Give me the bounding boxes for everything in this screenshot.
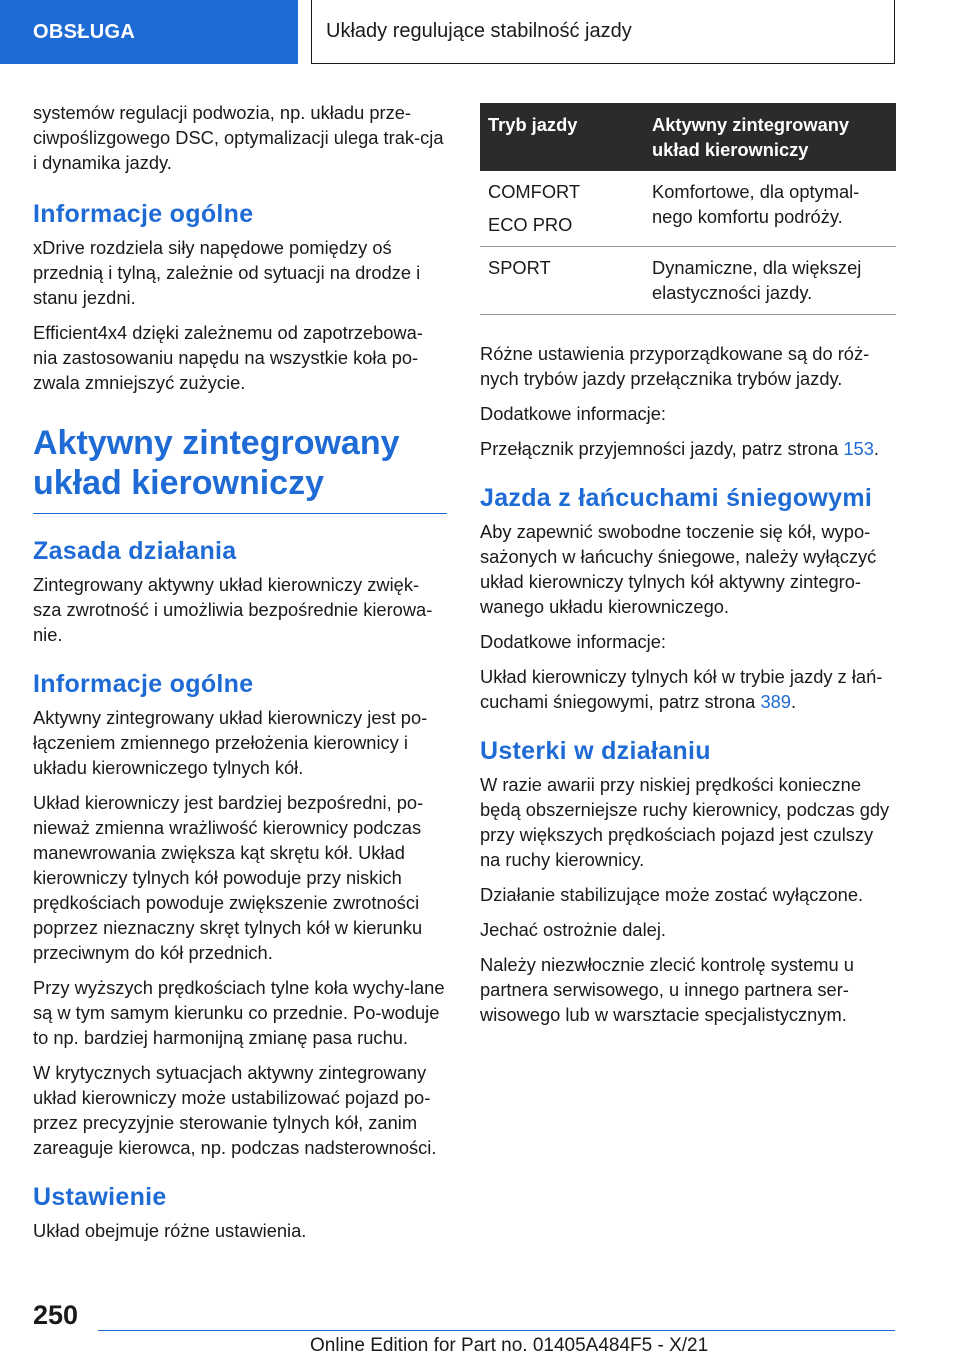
heading-snow-chains: Jazda z łańcuchami śniegowymi: [480, 484, 873, 512]
chains-reference-text: Układ kierowniczy tylnych kół w trybie jazdy z łań-cuchami śniegowymi, patrz strona: [480, 666, 883, 712]
heading-principle: Zasada działania: [33, 537, 237, 565]
setting-paragraph: Układ obejmuje różne ustawienia.: [33, 1220, 307, 1241]
main-heading: Aktywny zintegrowany układ kierowniczy: [33, 424, 400, 502]
snow-chains-paragraph: Aby zapewnić swobodne toczenie się kół, wypo-sażonych w łańcuchy śniegowe, należy wyłączyć układ kierowniczy tylnych kół aktywny zintegro-wanego układu kierowniczego.: [480, 521, 877, 617]
efficient-paragraph: Efficient4x4 dzięki zależnemu od zapotrzebowa-nia zastosowaniu napędu na wszystkie koła po-zwala zmniejszyć zużycie.: [33, 322, 423, 393]
malfunction-paragraph-d: Należy niezwłocznie zlecić kontrolę systemu u partnera serwisowego, u innego partnera ser-wisowego lub w warsztacie specjalistycznym.: [480, 954, 854, 1025]
info-paragraph-c: Przy wyższych prędkościach tylne koła wychy-lane są w tym samym kierunku co przednie. Po-woduje to np. bardziej harmonijną zmianę pasa ruchu.: [33, 977, 445, 1048]
heading-rule: [33, 513, 447, 514]
right-column: [480, 100, 896, 1037]
footer-edition: Online Edition for Part no. 01405A484F5 - X/21: [310, 1335, 709, 1356]
info-paragraph-d: W krytycznych sytuacjach aktywny zintegrowany układ kierowniczy może ustabilizować pojazd po-przez precyzyjnie sterowanie tylnych kół, zanim zareaguje kierowca, np. podczas nadsterowności.: [33, 1062, 437, 1158]
heading-general-info-1: Informacje ogólne: [33, 200, 254, 228]
page-number: 250: [33, 1300, 79, 1330]
table-row: [480, 171, 896, 247]
principle-paragraph: Zintegrowany aktywny układ kierowniczy zwięk-sza zwrotność i umożliwia bezpośrednie kierowa-nie.: [33, 574, 433, 645]
xdrive-paragraph: xDrive rozdziela siły napędowe pomiędzy oś przednią i tylną, zależnie od sytuacji na drodze i stanu jezdni.: [33, 237, 421, 308]
page-link-389[interactable]: 389: [760, 691, 791, 712]
intro-paragraph: systemów regulacji podwozia, np. układu prze-ciwpoślizgowego DSC, optymalizacji ulega trak-cja i dynamika jazdy.: [33, 102, 444, 173]
mode-label: ECO PRO: [488, 214, 573, 235]
heading-general-info-2: Informacje ogólne: [33, 670, 254, 698]
table-header-mode: Tryb jazdy: [480, 103, 644, 171]
table-header-row: [480, 103, 896, 171]
heading-setting: Ustawienie: [33, 1183, 167, 1211]
malfunction-paragraph-c: Jechać ostrożnie dalej.: [480, 919, 666, 940]
footer-rule: [98, 1330, 895, 1331]
switch-reference-paragraph: Przełącznik przyjemności jazdy, patrz strona 153.: [480, 438, 879, 459]
table-cell-mode: [480, 247, 644, 315]
section-tab: OBSŁUGA: [0, 0, 298, 64]
left-column: [33, 100, 447, 1253]
switch-reference-text: Przełącznik przyjemności jazdy, patrz strona: [480, 438, 844, 459]
page-link-153[interactable]: 153: [843, 438, 874, 459]
chapter-title: Układy regulujące stabilność jazdy: [311, 0, 895, 64]
settings-paragraph: Różne ustawienia przyporządkowane są do róż-nych trybów jazdy przełącznika trybów jazdy.: [480, 343, 870, 389]
heading-malfunction: Usterki w działaniu: [480, 737, 711, 765]
mode-label: SPORT: [488, 257, 551, 278]
chains-reference-paragraph: Układ kierowniczy tylnych kół w trybie jazdy z łań-cuchami śniegowymi, patrz strona 389.: [480, 666, 883, 712]
driving-mode-table: [480, 103, 896, 315]
malfunction-paragraph-a: W razie awarii przy niskiej prędkości konieczne będą obszerniejsze ruchy kierownicy, podczas gdy przy większych prędkościach pojazd jest czulszy na ruchy kierownicy.: [480, 774, 890, 870]
table-cell-description: Komfortowe, dla optymal-nego komfortu podróży.: [644, 171, 896, 247]
table-cell-description: Dynamiczne, dla większej elastyczności jazdy.: [644, 247, 896, 315]
info-paragraph-b: Układ kierowniczy jest bardziej bezpośredni, po-nieważ zmienna wrażliwość kierownicy podczas manewrowania zwiększa kąt skrętu kół. Układ kierowniczy tylnych kół powoduje przy niskich prędkościach powoduje zwiększenie zwrotności poprzez nieznaczny skręt tylnych kół w kierunku przeciwnym do kół przednich.: [33, 792, 424, 963]
malfunction-paragraph-b: Działanie stabilizujące może zostać wyłączone.: [480, 884, 864, 905]
additional-info-label-1: Dodatkowe informacje:: [480, 403, 666, 424]
mode-label: COMFORT: [488, 181, 581, 202]
info-paragraph-a: Aktywny zintegrowany układ kierowniczy jest po-łączeniem zmiennego przełożenia kierownicy i układu kierowniczego tylnych kół.: [33, 707, 428, 778]
table-header-steering: Aktywny zintegrowany układ kierowniczy: [644, 103, 896, 171]
table-row: [480, 247, 896, 315]
additional-info-label-2: Dodatkowe informacje:: [480, 631, 666, 652]
table-cell-mode: [480, 171, 644, 247]
